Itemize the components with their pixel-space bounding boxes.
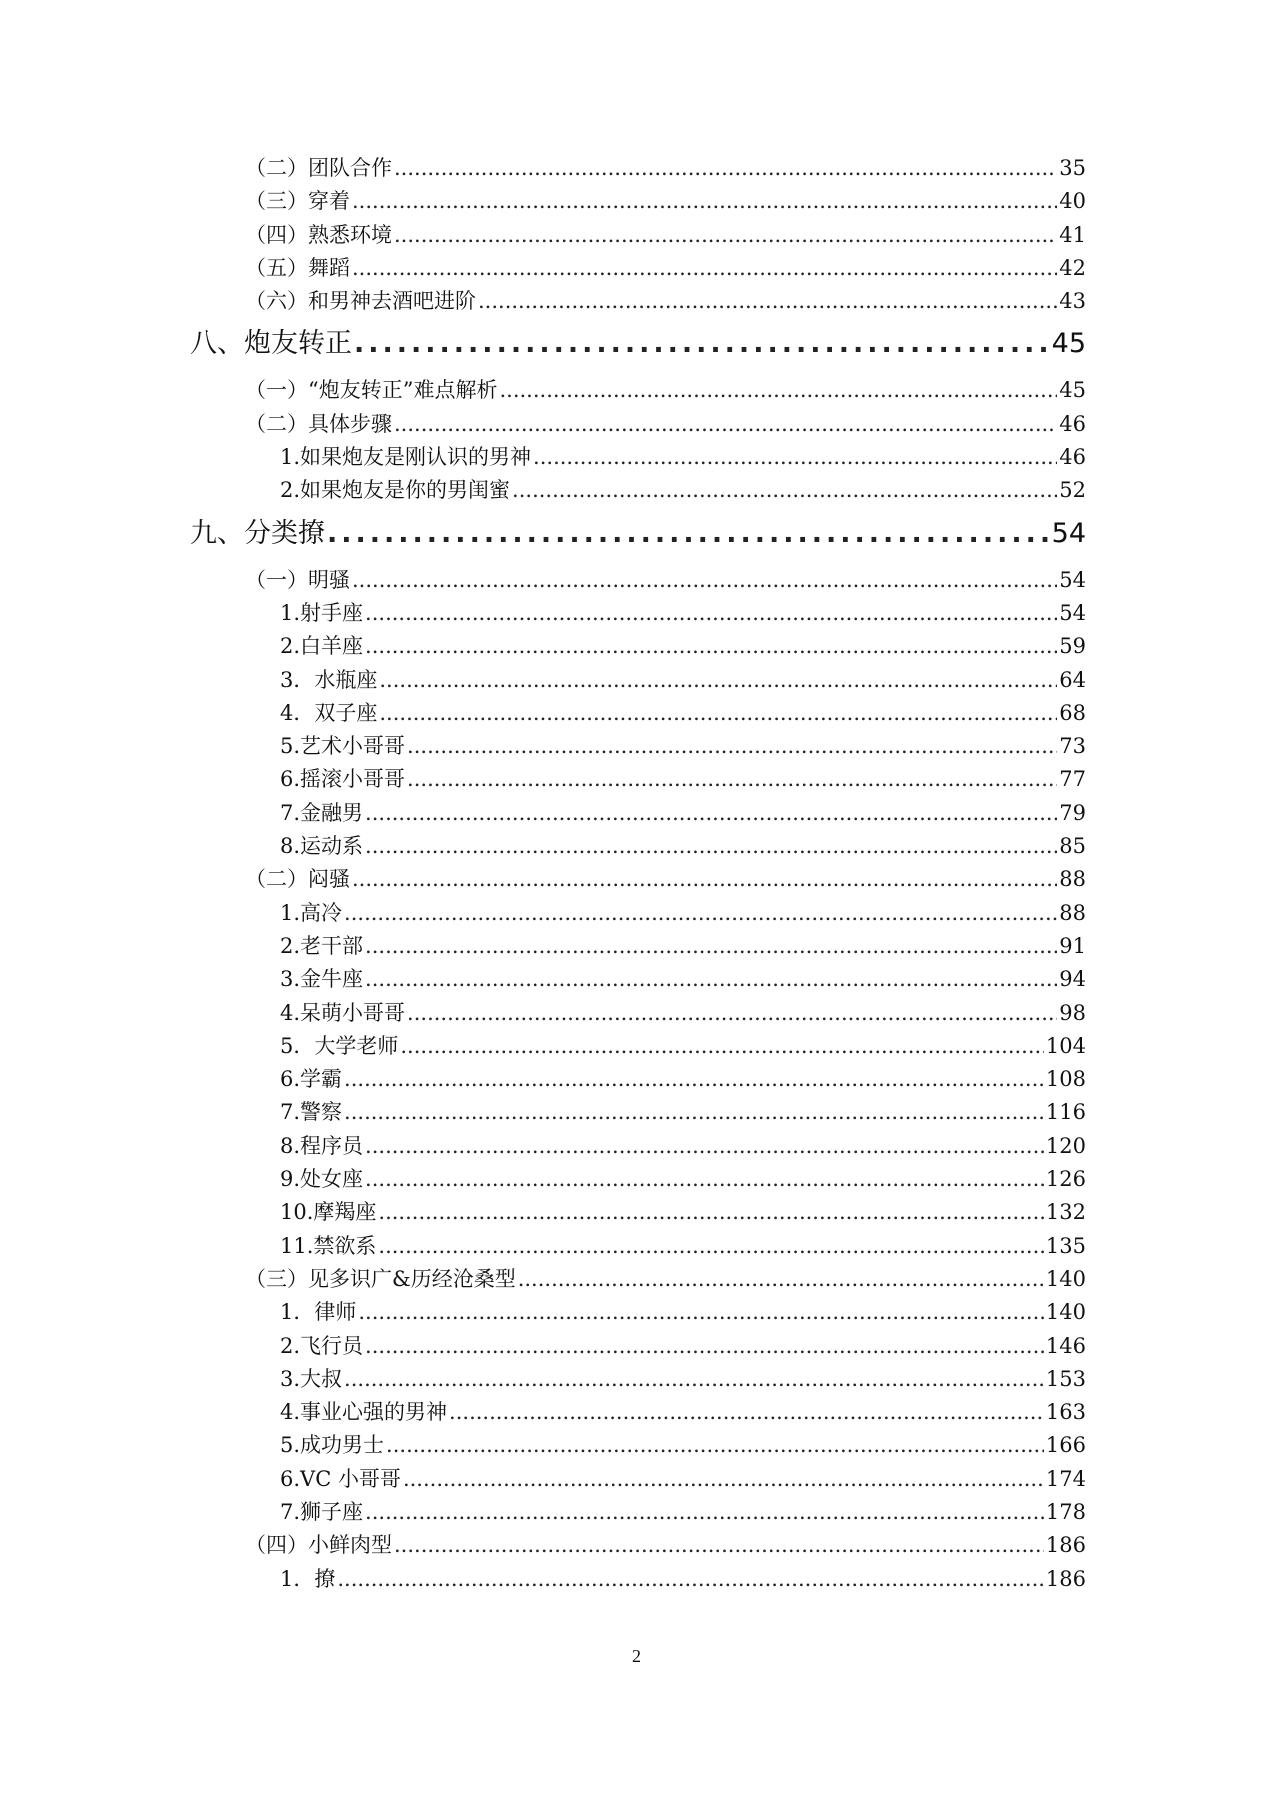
toc-entry-label: 八、炮友转正: [190, 328, 352, 360]
toc-entry-page-number: 46: [1059, 411, 1086, 436]
page-number-footer: 2: [632, 1646, 641, 1666]
toc-entry-label: 2.飞行员: [280, 1333, 364, 1358]
toc-entry-page-number: 186: [1045, 1566, 1086, 1591]
toc-subsection-entry[interactable]: [190, 1096, 1086, 1129]
toc-chapter-entry[interactable]: [190, 508, 1086, 560]
dot-leader: [394, 152, 1057, 185]
toc-entry-page-number: 46: [1059, 445, 1086, 470]
toc-entry-label: 3.大叔: [280, 1366, 343, 1391]
dot-leader: [407, 763, 1057, 796]
toc-entry-page-number: 174: [1045, 1466, 1086, 1491]
dot-leader: [394, 1529, 1044, 1562]
toc-subsection-entry[interactable]: [190, 763, 1086, 796]
toc-entry-label: 4.事业心强的男神: [280, 1400, 448, 1425]
dot-leader: [344, 897, 1057, 930]
dot-leader: [378, 1196, 1044, 1229]
toc-subsection-entry[interactable]: [190, 730, 1086, 763]
toc-entry-page-number: 108: [1045, 1067, 1086, 1092]
dot-leader: [499, 374, 1057, 407]
dot-leader: [394, 219, 1057, 252]
dot-leader: [365, 930, 1057, 963]
toc-subsection-entry[interactable]: [190, 1429, 1086, 1462]
toc-subsection-entry[interactable]: [190, 1063, 1086, 1096]
dot-leader: [354, 318, 1050, 370]
toc-subsection-entry[interactable]: [190, 1196, 1086, 1229]
toc-entry-label: （六）和男神去酒吧进阶: [245, 289, 476, 314]
dot-leader: [344, 1096, 1044, 1129]
toc-subsection-entry[interactable]: [190, 1563, 1086, 1596]
toc-entry-page-number: 88: [1059, 867, 1086, 892]
dot-leader: [400, 1030, 1044, 1063]
toc-entry-page-number: 52: [1059, 478, 1086, 503]
toc-section-entry[interactable]: [190, 185, 1086, 218]
dot-leader: [379, 697, 1057, 730]
dot-leader: [407, 730, 1057, 763]
toc-subsection-entry[interactable]: [190, 1030, 1086, 1063]
toc-entry-page-number: 68: [1059, 700, 1086, 725]
dot-leader: [365, 963, 1057, 996]
toc-entry-label: 1.射手座: [280, 600, 364, 625]
dot-leader: [394, 408, 1057, 441]
toc-entry-page-number: 153: [1045, 1366, 1086, 1391]
toc-subsection-entry[interactable]: [190, 1463, 1086, 1496]
toc-entry-label: （三）穿着: [245, 189, 350, 214]
toc-subsection-entry[interactable]: [190, 1363, 1086, 1396]
toc-entry-label: 7.警察: [280, 1100, 343, 1125]
dot-leader: [365, 597, 1057, 630]
toc-entry-page-number: 140: [1045, 1266, 1086, 1291]
toc-entry-label: （一）“炮友转正”难点解析: [245, 378, 498, 403]
toc-entry-label: 1.如果炮友是刚认识的男神: [280, 445, 532, 470]
toc-subsection-entry[interactable]: [190, 697, 1086, 730]
toc-entry-label: 3．水瓶座: [280, 667, 378, 692]
dot-leader: [337, 1563, 1044, 1596]
dot-leader: [365, 1330, 1044, 1363]
dot-leader: [352, 252, 1057, 285]
toc-entry-label: 九、分类撩: [190, 517, 325, 549]
toc-entry-label: （一）明骚: [245, 567, 350, 592]
toc-entry-label: 6.学霸: [280, 1067, 343, 1092]
toc-entry-page-number: 88: [1059, 900, 1086, 925]
table-of-contents: [190, 152, 1086, 1596]
dot-leader: [518, 1263, 1044, 1296]
toc-entry-label: 7.狮子座: [280, 1499, 364, 1524]
dot-leader: [344, 1363, 1044, 1396]
toc-entry-page-number: 126: [1045, 1167, 1086, 1192]
dot-leader: [365, 797, 1057, 830]
toc-entry-page-number: 40: [1059, 189, 1086, 214]
toc-entry-page-number: 163: [1045, 1400, 1086, 1425]
dot-leader: [365, 830, 1057, 863]
toc-entry-label: 8.运动系: [280, 834, 364, 859]
toc-entry-label: 7.金融男: [280, 800, 364, 825]
toc-entry-page-number: 54: [1051, 517, 1086, 549]
toc-section-entry[interactable]: [190, 1529, 1086, 1562]
toc-entry-page-number: 85: [1059, 834, 1086, 859]
toc-entry-label: （四）熟悉环境: [245, 222, 392, 247]
toc-subsection-entry[interactable]: [190, 474, 1086, 507]
dot-leader: [378, 1230, 1044, 1263]
toc-entry-label: （五）舞蹈: [245, 255, 350, 280]
toc-entry-page-number: 166: [1045, 1433, 1086, 1458]
toc-entry-label: （二）闷骚: [245, 867, 350, 892]
toc-chapter-entry[interactable]: [190, 318, 1086, 370]
toc-subsection-entry[interactable]: [190, 897, 1086, 930]
toc-entry-label: 9.处女座: [280, 1167, 364, 1192]
toc-section-entry[interactable]: [190, 863, 1086, 896]
toc-subsection-entry[interactable]: [190, 664, 1086, 697]
toc-subsection-entry[interactable]: [190, 930, 1086, 963]
toc-section-entry[interactable]: [190, 219, 1086, 252]
toc-entry-label: 6.VC 小哥哥: [280, 1466, 401, 1491]
toc-entry-label: 1．撩: [280, 1566, 336, 1591]
dot-leader: [386, 1429, 1044, 1462]
toc-section-entry[interactable]: [190, 408, 1086, 441]
toc-entry-label: 4．双子座: [280, 700, 378, 725]
toc-section-entry[interactable]: [190, 564, 1086, 597]
toc-entry-label: 1.高冷: [280, 900, 343, 925]
toc-subsection-entry[interactable]: [190, 1130, 1086, 1163]
toc-entry-label: 2.如果炮友是你的男闺蜜: [280, 478, 511, 503]
toc-entry-page-number: 43: [1059, 289, 1086, 314]
toc-entry-label: 4.呆萌小哥哥: [280, 1000, 406, 1025]
toc-entry-label: 11.禁欲系: [280, 1233, 377, 1258]
toc-subsection-entry[interactable]: [190, 1396, 1086, 1429]
toc-section-entry[interactable]: [190, 1263, 1086, 1296]
toc-entry-page-number: 94: [1059, 967, 1086, 992]
dot-leader: [365, 1496, 1044, 1529]
toc-entry-page-number: 140: [1045, 1300, 1086, 1325]
toc-subsection-entry[interactable]: [190, 963, 1086, 996]
toc-entry-page-number: 73: [1059, 734, 1086, 759]
toc-entry-page-number: 41: [1059, 222, 1086, 247]
toc-entry-page-number: 45: [1051, 328, 1086, 360]
toc-entry-page-number: 45: [1059, 378, 1086, 403]
toc-section-entry[interactable]: [190, 285, 1086, 318]
toc-entry-page-number: 91: [1059, 933, 1086, 958]
toc-section-entry[interactable]: [190, 252, 1086, 285]
toc-entry-page-number: 77: [1059, 767, 1086, 792]
toc-entry-label: 3.金牛座: [280, 967, 364, 992]
toc-entry-label: （三）见多识广&历经沧桑型: [245, 1266, 516, 1291]
toc-entry-page-number: 135: [1045, 1233, 1086, 1258]
dot-leader: [327, 508, 1050, 560]
dot-leader: [365, 630, 1057, 663]
dot-leader: [407, 997, 1057, 1030]
toc-entry-page-number: 42: [1059, 255, 1086, 280]
toc-subsection-entry[interactable]: [190, 830, 1086, 863]
toc-section-entry[interactable]: [190, 152, 1086, 185]
toc-entry-label: 10.摩羯座: [280, 1200, 377, 1225]
toc-entry-page-number: 132: [1045, 1200, 1086, 1225]
toc-subsection-entry[interactable]: [190, 997, 1086, 1030]
toc-entry-label: 2.老干部: [280, 933, 364, 958]
dot-leader: [352, 863, 1057, 896]
toc-subsection-entry[interactable]: [190, 1163, 1086, 1196]
toc-entry-label: 5．大学老师: [280, 1033, 399, 1058]
toc-entry-label: 5.成功男士: [280, 1433, 385, 1458]
toc-entry-page-number: 120: [1045, 1133, 1086, 1158]
toc-entry-page-number: 54: [1059, 600, 1086, 625]
toc-section-entry[interactable]: [190, 374, 1086, 407]
dot-leader: [478, 285, 1057, 318]
dot-leader: [365, 1130, 1044, 1163]
toc-entry-page-number: 79: [1059, 800, 1086, 825]
toc-subsection-entry[interactable]: [190, 1330, 1086, 1363]
toc-entry-label: 2.白羊座: [280, 634, 364, 659]
toc-entry-page-number: 104: [1045, 1033, 1086, 1058]
dot-leader: [449, 1396, 1044, 1429]
toc-entry-page-number: 116: [1045, 1100, 1086, 1125]
dot-leader: [365, 1163, 1044, 1196]
toc-entry-label: （四）小鲜肉型: [245, 1533, 392, 1558]
toc-entry-page-number: 178: [1045, 1499, 1086, 1524]
toc-entry-page-number: 98: [1059, 1000, 1086, 1025]
dot-leader: [379, 664, 1057, 697]
dot-leader: [358, 1296, 1044, 1329]
dot-leader: [533, 441, 1057, 474]
toc-entry-page-number: 54: [1059, 567, 1086, 592]
toc-entry-page-number: 146: [1045, 1333, 1086, 1358]
dot-leader: [352, 564, 1057, 597]
dot-leader: [512, 474, 1057, 507]
toc-entry-page-number: 186: [1045, 1533, 1086, 1558]
toc-entry-label: 8.程序员: [280, 1133, 364, 1158]
toc-subsection-entry[interactable]: [190, 630, 1086, 663]
toc-entry-label: （二）具体步骤: [245, 411, 392, 436]
toc-subsection-entry[interactable]: [190, 441, 1086, 474]
dot-leader: [403, 1463, 1044, 1496]
toc-entry-label: 6.摇滚小哥哥: [280, 767, 406, 792]
toc-entry-page-number: 59: [1059, 634, 1086, 659]
toc-entry-label: 5.艺术小哥哥: [280, 734, 406, 759]
toc-subsection-entry[interactable]: [190, 1230, 1086, 1263]
toc-subsection-entry[interactable]: [190, 797, 1086, 830]
toc-subsection-entry[interactable]: [190, 1496, 1086, 1529]
toc-entry-page-number: 64: [1059, 667, 1086, 692]
toc-subsection-entry[interactable]: [190, 1296, 1086, 1329]
toc-entry-label: 1．律师: [280, 1300, 357, 1325]
dot-leader: [352, 185, 1057, 218]
dot-leader: [344, 1063, 1044, 1096]
toc-entry-page-number: 35: [1059, 156, 1086, 180]
toc-entry-label: （二）团队合作: [245, 156, 392, 180]
toc-subsection-entry[interactable]: [190, 597, 1086, 630]
